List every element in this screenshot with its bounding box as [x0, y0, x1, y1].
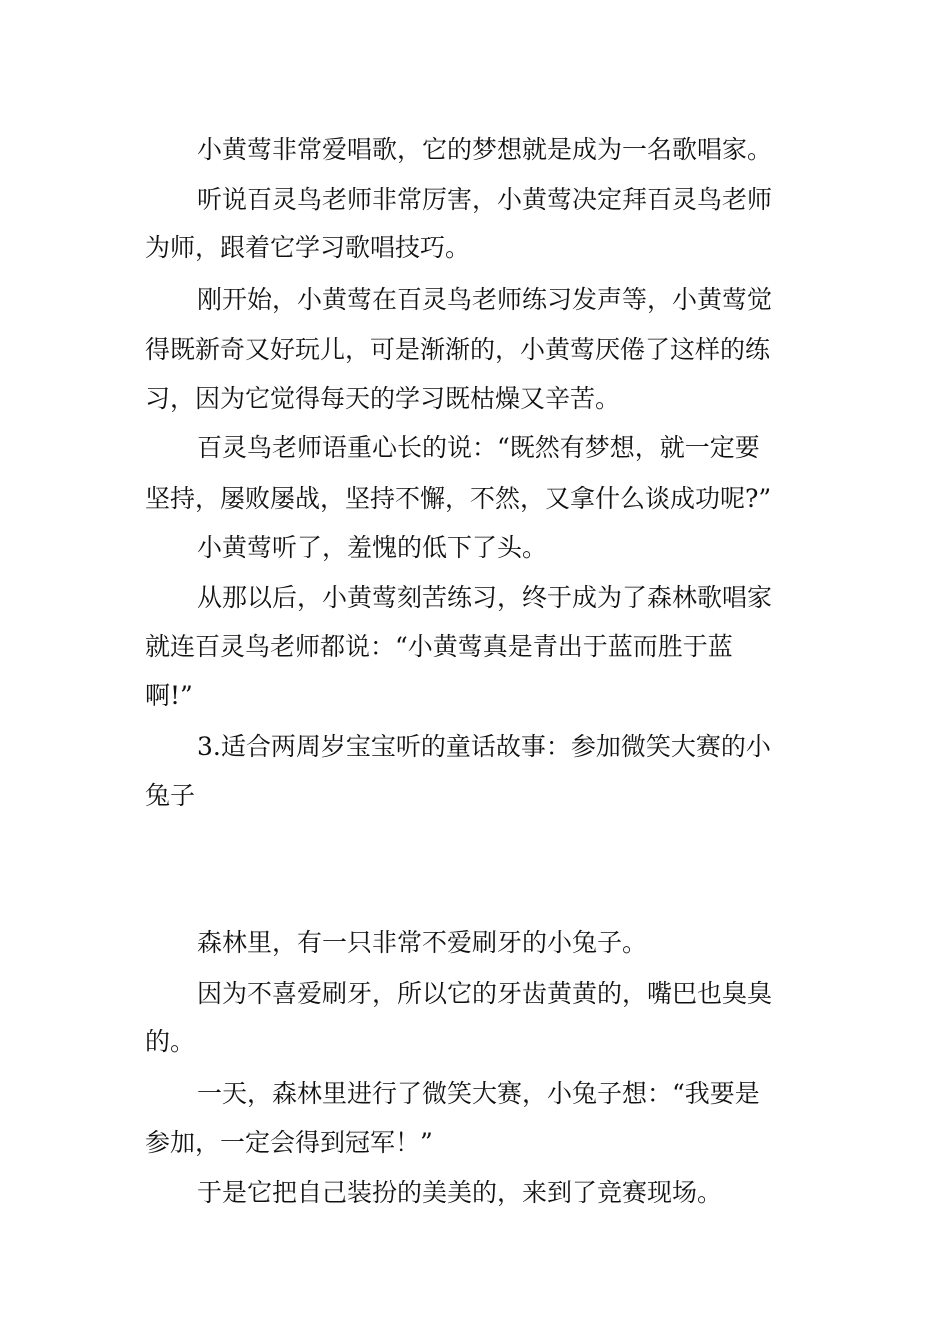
section-heading: 3.适合两周岁宝宝听的童话故事：参加微笑大赛的小 — [197, 732, 771, 761]
text-line: 从那以后，小黄莺刻苦练习，终于成为了森林歌唱家 — [197, 583, 773, 612]
section-heading-continued: 兔子 — [145, 781, 196, 810]
text-line: 小黄莺非常爱唱歌，它的梦想就是成为一名歌唱家。 — [197, 135, 773, 164]
text-line: 刚开始，小黄莺在百灵鸟老师练习发声等，小黄莺觉 — [197, 285, 773, 314]
text-line: 的。 — [145, 1027, 196, 1056]
text-line: 一天，森林里进行了微笑大赛，小兔子想：“我要是 — [197, 1079, 760, 1108]
text-line: 于是它把自己装扮的美美的，来到了竞赛现场。 — [197, 1178, 723, 1207]
text-line: 因为不喜爱刷牙，所以它的牙齿黄黄的，嘴巴也臭臭 — [197, 979, 773, 1008]
text-line: 森林里，有一只非常不爱刷牙的小兔子。 — [197, 928, 648, 957]
text-line: 啊!” — [145, 681, 193, 710]
text-line: 小黄莺听了，羞愧的低下了头。 — [197, 533, 548, 562]
text-line: 百灵鸟老师语重心长的说：“既然有梦想，就一定要 — [197, 433, 760, 462]
text-line: 习，因为它觉得每天的学习既枯燥又辛苦。 — [145, 384, 621, 413]
text-line: 坚持，屡败屡战，坚持不懈，不然，又拿什么谈成功呢?” — [145, 484, 772, 513]
text-line: 听说百灵鸟老师非常厉害，小黄莺决定拜百灵鸟老师 — [197, 185, 773, 214]
text-line: 得既新奇又好玩儿，可是渐渐的，小黄莺厌倦了这样的练 — [145, 335, 771, 364]
text-line: 就连百灵鸟老师都说：“小黄莺真是青出于蓝而胜于蓝 — [145, 632, 733, 661]
text-line: 参加，一定会得到冠军！” — [145, 1128, 433, 1157]
text-line: 为师，跟着它学习歌唱技巧。 — [145, 233, 471, 262]
